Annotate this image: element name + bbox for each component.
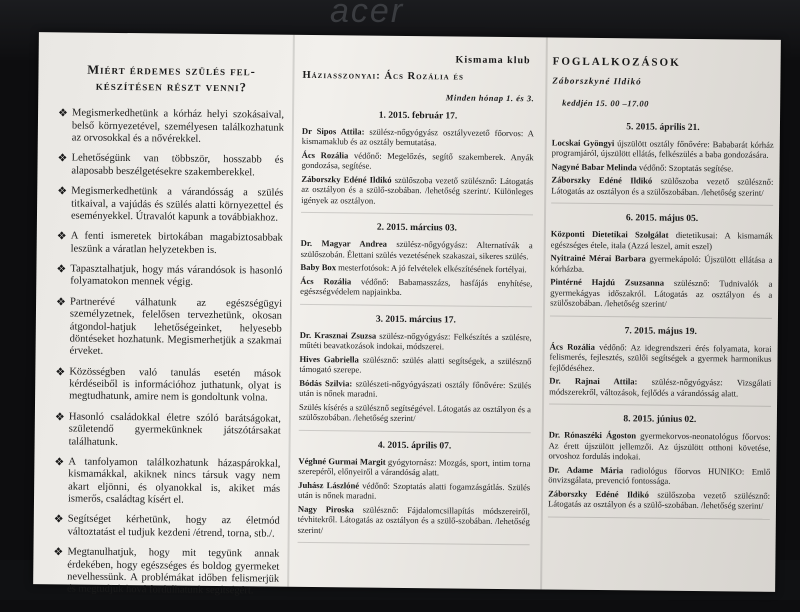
speaker-topic: dietetikusai: A kismamák egészséges étele, itala (Azzá leszel, amit eszel) xyxy=(551,230,773,251)
session-date: 1. 2015. február 17. xyxy=(302,110,534,122)
session-speaker-entry xyxy=(552,138,774,161)
speaker-name: Dr Sipos Attila: xyxy=(302,126,365,137)
session-date: 7. 2015. május 19. xyxy=(550,325,772,337)
bullet-ornament-icon: ❖ xyxy=(56,263,70,288)
benefit-item xyxy=(55,296,282,360)
session-list-middle xyxy=(298,110,535,545)
benefit-text: Hasonló családokkal életre szóló barátságokat, születendő gyermekünknek játszótársakat találhatunk. xyxy=(69,411,281,450)
session-divider xyxy=(548,516,770,519)
speaker-topic: szülész-nőgyógyász: Vizsgálati módszerekről, változások, fejlődés a várandósság alatt. xyxy=(549,377,771,399)
speaker-topic: szülészeti-nőgyógyászati osztály főnővére: Szülés után is nőnek maradni. xyxy=(299,378,531,399)
bullet-ornament-icon: ❖ xyxy=(55,296,70,358)
speaker-topic: szülész-nőgyógyász: Alternatívák a szülőszobán. Élettani szülés vezetésének szakaszai, sikeres szülés. xyxy=(301,239,533,261)
schedule-line-left: Minden hónap 1. és 3. xyxy=(302,91,534,103)
speaker-topic: újszülött osztály főnővére: Bababarát kórház programjáról, újszülött ellátás, felkészülés a baba gondozására. xyxy=(552,138,774,160)
speaker-name: Dr. Adame Mária xyxy=(548,464,623,475)
session-block xyxy=(300,222,533,307)
session-speaker-entry xyxy=(299,354,531,377)
hosts-line: Háziasszonyai: Ács Rozália és xyxy=(302,70,534,83)
session-block xyxy=(550,213,773,319)
laptop-logo: acer xyxy=(330,0,404,31)
speaker-name: Nagyné Babar Melinda xyxy=(551,161,636,172)
benefit-item xyxy=(54,514,280,541)
speaker-topic: védőnő: Szoptatás alatti fogamzásgátlás. Szülés után is nőnek maradni. xyxy=(298,480,530,501)
club-name: Kismama klub xyxy=(303,53,531,66)
speaker-name: Záborszky Edéné Ildikó xyxy=(301,174,391,185)
session-speaker-entry xyxy=(302,126,534,149)
session-block xyxy=(548,414,771,520)
bullet-ornament-icon: ❖ xyxy=(57,153,71,178)
bullet-ornament-icon: ❖ xyxy=(57,185,71,222)
speaker-name: Baby Box xyxy=(300,262,336,272)
session-date: 2. 2015. március 03. xyxy=(301,222,533,234)
bullet-ornament-icon: ❖ xyxy=(54,456,69,506)
speaker-topic: szülésznő: szülés alatti segítségek, a szülésznő támogató szerepe. xyxy=(299,354,531,375)
session-list-right xyxy=(548,122,774,520)
session-divider xyxy=(551,203,773,206)
benefit-item xyxy=(57,231,283,258)
schedule-line-right: keddjén 15. 00 –17.00 xyxy=(562,98,774,110)
speaker-topic: gyógytornász: Mozgás, sport, intim torna szerepéről, előnyeiről a várandóság alatt. xyxy=(298,456,530,477)
session-speaker-entry xyxy=(548,464,770,487)
speaker-name: Dr. Krasznai Zsuzsa xyxy=(300,330,377,341)
bullet-ornament-icon: ❖ xyxy=(55,411,69,448)
middle-panel xyxy=(298,53,535,545)
session-speaker-entry xyxy=(550,277,772,311)
session-speaker-entry xyxy=(549,341,771,375)
speaker-topic: védőnő: Szoptatás segítése. xyxy=(637,162,734,173)
session-divider xyxy=(300,304,532,307)
benefit-list xyxy=(53,108,284,599)
session-speaker-entry xyxy=(301,238,533,261)
bullet-ornament-icon: ❖ xyxy=(55,366,69,403)
speaker-name: Záborszky Edéné Ildikó xyxy=(551,175,652,186)
session-date: 4. 2015. április 07. xyxy=(299,440,531,452)
brochure-paper xyxy=(33,32,781,592)
session-speaker-entry xyxy=(298,480,530,503)
session-speaker-entry xyxy=(550,253,772,276)
speaker-topic: szülésznő: Fájdalomcsillapítás módszereiről, tévhitekről. Látogatás az osztályon és a szülő-szobában. /lehetőség szerint/ xyxy=(298,504,530,535)
benefit-text: Tapasztalhatjuk, hogy más várandósok is hasonló folyamatokon mennek végig. xyxy=(70,263,282,290)
speaker-topic: szülőszoba vezető szülésznő: Látogatás az osztályon és a szülő-szobában. /lehetőség szerint/ xyxy=(548,489,770,511)
speaker-name: Ács Rozália xyxy=(550,341,595,351)
session-divider xyxy=(298,542,530,545)
benefit-item xyxy=(56,263,282,290)
session-block xyxy=(301,110,534,216)
speaker-name: Nagy Piroska xyxy=(298,503,354,514)
bullet-ornament-icon: ❖ xyxy=(58,108,72,145)
session-speaker-entry xyxy=(548,430,770,464)
benefit-text: Megismerkedhetünk a várandósság a szülés titkaival, a vajúdás és szülés alatti környezettel és eseményekkel. Útravalót kapunk a továbbiakhoz. xyxy=(71,186,283,225)
benefit-text: Közösségben való tanulás esetén mások kérdéseiből is információhoz juthatunk, olyat is megtudhatunk, amire nem is gondoltunk volna. xyxy=(69,366,281,405)
session-speaker-entry xyxy=(300,276,532,299)
speaker-topic: mesterfotósok: A jó felvételek elkészítésének fortélyai. xyxy=(336,263,527,275)
speaker-name: Véghné Gurmai Margit xyxy=(298,456,385,467)
benefit-text: Megismerkedhetünk a kórház helyi szokásaival, belső környezetével, személyesen találkozhatunk az orvosokkal és a nővérekkel. xyxy=(72,108,284,147)
session-speaker-entry xyxy=(551,161,773,174)
session-speaker-entry xyxy=(300,262,532,275)
session-divider xyxy=(299,430,531,433)
speaker-topic: szülésznő: Tudnivalók a gyermekágyas időszakról. Látogatás az osztályon és a szülőszobában. /lehetőség szerint/ xyxy=(550,278,772,309)
session-speaker-entry xyxy=(301,174,533,208)
session-speaker-entry xyxy=(549,376,771,399)
left-panel xyxy=(53,50,285,606)
benefit-item xyxy=(55,366,281,405)
left-panel-title: Miért érdemes szülés fel-készítésen részt venni? xyxy=(58,62,284,96)
benefit-text: A tanfolyamon találkozhatunk házaspárokkal, kismamákkal, akiknek nincs társuk vagy nem akart eljönni, és olyanokkal is, akiket más ismerős, családtag kísért el. xyxy=(68,456,281,508)
bullet-ornament-icon: ❖ xyxy=(53,546,68,596)
speaker-name: Nyitrainé Mérai Barbara xyxy=(551,253,646,264)
benefit-item xyxy=(57,185,283,224)
session-speaker-entry xyxy=(298,456,530,479)
benefit-item xyxy=(53,546,280,598)
session-block xyxy=(549,325,772,407)
benefit-text: Segítséget kérhetünk, hogy az életmód változtatást el tudjuk kezdeni /étrend, torna, stb./. xyxy=(68,514,280,541)
speaker-name: Juhász Lászlóné xyxy=(298,480,359,491)
speaker-name: Locskai Gyöngyi xyxy=(552,138,615,149)
session-speaker-entry xyxy=(301,150,533,173)
speaker-topic: védőnő: Babamasszázs, hasfájás enyhítése, egészségvédelem napjainkba. xyxy=(300,276,532,297)
speaker-name: Központi Dietetikai Szolgálat xyxy=(551,229,669,240)
session-date: 6. 2015. május 05. xyxy=(551,213,773,225)
session-speaker-entry xyxy=(548,488,770,511)
right-panel xyxy=(548,56,775,520)
session-date: 5. 2015. április 21. xyxy=(552,122,774,134)
speaker-name: Dr. Rónaszéki Ágoston xyxy=(549,430,636,441)
speaker-name: Dr. Magyar Andrea xyxy=(301,238,387,249)
speaker-name: Ács Rozália xyxy=(302,150,349,160)
session-block xyxy=(298,440,531,546)
benefit-item xyxy=(55,411,281,450)
bullet-ornament-icon: ❖ xyxy=(54,514,68,539)
session-divider xyxy=(301,212,533,215)
benefit-item xyxy=(54,456,281,508)
benefit-text: A fenti ismeretek birtokában magabiztosabbak leszünk a váratlan helyzetekben is. xyxy=(71,231,283,258)
session-date: 3. 2015. március 17. xyxy=(300,314,532,326)
session-block xyxy=(551,122,774,207)
speaker-name: Pintérné Hajdú Zsuzsanna xyxy=(550,277,664,288)
speaker-name: Záborszky Edéné Ildikó xyxy=(548,488,649,499)
speaker-topic: szülőszoba vezető szülésznő: Látogatás az osztályon és a szülőszobában. /lehetőség szerint/ xyxy=(551,176,773,198)
session-speaker-entry xyxy=(551,229,773,252)
bullet-ornament-icon: ❖ xyxy=(57,231,71,256)
fold-line xyxy=(540,37,548,589)
speaker-name: Ács Rozália xyxy=(300,276,351,287)
speaker-topic: szülőszoba vezető szülésznő: Látogatás az osztályon és a szülő-szobában. /lehetőség szerint/. Különleges igények az osztályon. xyxy=(301,175,533,206)
speaker-name: Hives Gabriella xyxy=(299,354,358,365)
speaker-topic: gyermekápoló: Újszülött ellátása a kórházba. xyxy=(550,254,772,274)
benefit-text: Lehetőségünk van többször, hosszabb és alaposabb beszélgetésekre szakemberekkel. xyxy=(71,153,283,180)
speaker-topic: Szülés kísérés a szülésznő segítségével. Látogatás az osztályon és a szülőszobában. /lehetőség szerint/ xyxy=(299,402,531,424)
benefit-item xyxy=(57,153,283,180)
session-speaker-entry xyxy=(300,330,532,353)
speaker-topic: szülész-nőgyógyász: Felkészítés a szülésre, műtéti beavatkozások indokai, módszerei. xyxy=(300,330,532,351)
fold-line xyxy=(287,35,295,587)
session-speaker-entry xyxy=(299,402,531,425)
speaker-topic: gyermekorvos-neonatológus főorvos: Az érett újszülött jellemzői. Az újszülött otthoni követése, orvoshoz fordulás indokai. xyxy=(548,431,770,462)
session-speaker-entry xyxy=(551,175,773,198)
session-divider xyxy=(550,315,772,318)
session-divider xyxy=(549,404,771,407)
session-speaker-entry xyxy=(299,378,531,401)
speaker-topic: védőnő: Megelőzés, segítő szakemberek. Anyák gondozása, segítése. xyxy=(301,150,533,171)
speaker-topic: szülész-nőgyógyász osztályvezető főorvos: A kismamaklub és az osztály bemutatása. xyxy=(302,127,534,148)
session-speaker-entry xyxy=(298,503,530,537)
benefit-text: Partnerévé válhatunk az egészségügyi személyzetnek, felelősen tervezhetünk, okosan átgondol-hatjuk lehetőségeinket, helyesebb döntéseket hozhatunk. Megismerhetjük a szakmai érveket. xyxy=(69,296,282,360)
speaker-topic: radiológus főorvos HUNIKO: Emlő önvizsgálata, prevenció fontossága. xyxy=(548,465,770,486)
speaker-topic: védőnő: Az idegrendszeri érés folyamata, korai felismerés, fejlesztés, szülői segítségek a gyermek harmonikus fejlődéséhez. xyxy=(549,342,771,373)
program-title: FOGLALKOZÁSOK xyxy=(553,56,775,70)
coordinator-name: Záborszkyné Ildikó xyxy=(552,76,774,88)
benefit-item xyxy=(58,108,284,147)
benefit-text: Megtanulhatjuk, hogy mit tegyünk annak érdekében, hogy egészséges és boldog gyermeket nevelhessünk. A problémákat időben felismerjük és megtudjuk hová fordulhatunk segítségért. xyxy=(67,547,280,599)
speaker-name: Bódás Szilvia: xyxy=(299,378,352,389)
session-date: 8. 2015. június 02. xyxy=(549,414,771,426)
session-block xyxy=(299,314,532,433)
speaker-name: Dr. Rajnai Attila: xyxy=(549,376,637,387)
